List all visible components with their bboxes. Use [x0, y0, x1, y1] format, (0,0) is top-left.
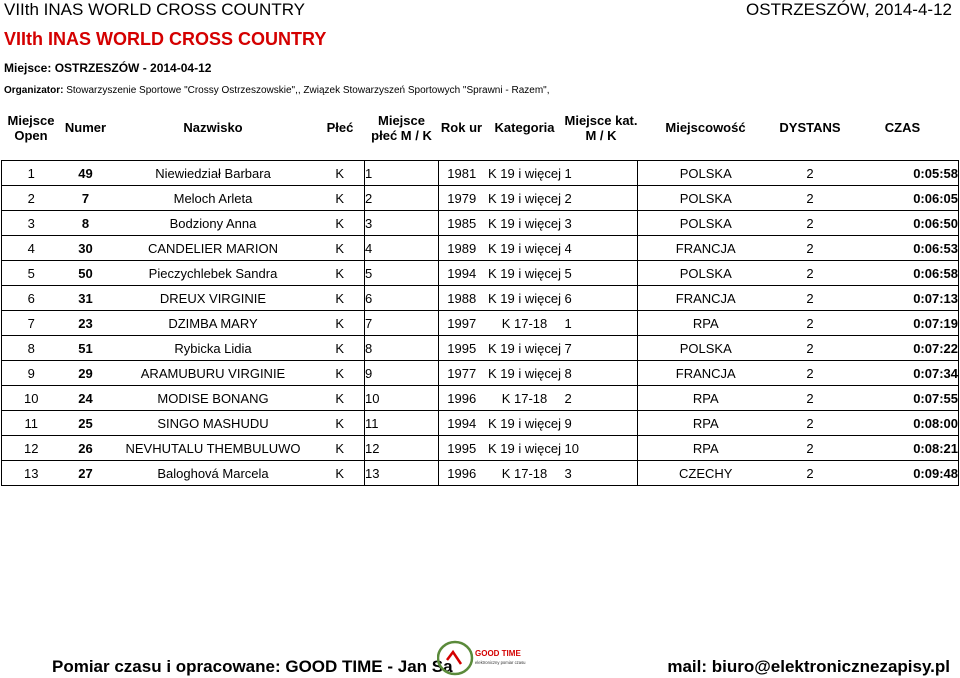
- cell-category-place: 7: [565, 336, 638, 361]
- cell-place-open: 11: [2, 411, 61, 436]
- cell-name: SINGO MASHUDU: [111, 411, 316, 436]
- table-row: [2, 261, 959, 286]
- cell-distance: 2: [774, 436, 847, 461]
- cell-distance: 2: [774, 236, 847, 261]
- cell-time: 0:06:58: [847, 261, 959, 286]
- cell-name: Niewiedział Barbara: [111, 161, 316, 186]
- cell-time: 0:06:50: [847, 211, 959, 236]
- cell-time: 0:06:05: [847, 186, 959, 211]
- cell-number: 25: [61, 411, 111, 436]
- cell-category: K 17-18: [485, 461, 565, 486]
- cell-gender: K: [316, 411, 365, 436]
- cell-name: Bodziony Anna: [111, 211, 316, 236]
- cell-gender-place: 12: [365, 436, 439, 461]
- cell-category-place: 9: [565, 411, 638, 436]
- cell-gender: K: [316, 311, 365, 336]
- cell-distance: 2: [774, 186, 847, 211]
- cell-country: POLSKA: [638, 211, 774, 236]
- cell-gender: K: [316, 461, 365, 486]
- cell-time: 0:08:21: [847, 436, 959, 461]
- logo-text: GOOD TIME: [475, 649, 521, 658]
- cell-country: POLSKA: [638, 336, 774, 361]
- cell-number: 49: [61, 161, 111, 186]
- cell-gender-place: 1: [365, 161, 439, 186]
- cell-place-open: 13: [2, 461, 61, 486]
- cell-category: K 19 i więcej: [485, 161, 565, 186]
- cell-place-open: 7: [2, 311, 61, 336]
- table-row: [2, 436, 959, 461]
- cell-gender-place: 8: [365, 336, 439, 361]
- cell-time: 0:07:13: [847, 286, 959, 311]
- cell-distance: 2: [774, 336, 847, 361]
- cell-time: 0:05:58: [847, 161, 959, 186]
- cell-place-open: 4: [2, 236, 61, 261]
- cell-country: RPA: [638, 386, 774, 411]
- col-header-category-place: Miejsce kat. M / K: [564, 112, 638, 143]
- cell-time: 0:08:00: [847, 411, 959, 436]
- table-row: [2, 386, 959, 411]
- cell-time: 0:07:34: [847, 361, 959, 386]
- logo-subtext: elektroniczny pomiar czasu: [475, 660, 526, 665]
- cell-place-open: 2: [2, 186, 61, 211]
- cell-name: DREUX VIRGINIE: [111, 286, 316, 311]
- cell-birth-year: 1996: [439, 386, 485, 411]
- cell-gender-place: 7: [365, 311, 439, 336]
- col-header-distance: DYSTANS: [779, 120, 841, 135]
- cell-time: 0:06:53: [847, 236, 959, 261]
- cell-gender: K: [316, 236, 365, 261]
- cell-birth-year: 1996: [439, 461, 485, 486]
- table-row: [2, 286, 959, 311]
- cell-gender: K: [316, 211, 365, 236]
- cell-category-place: 5: [565, 261, 638, 286]
- cell-place-open: 12: [2, 436, 61, 461]
- cell-country: RPA: [638, 436, 774, 461]
- cell-country: CZECHY: [638, 461, 774, 486]
- organizer-label: Organizator:: [4, 85, 64, 96]
- place-line: [4, 61, 211, 75]
- cell-birth-year: 1997: [439, 311, 485, 336]
- cell-category: K 19 i więcej: [485, 286, 565, 311]
- place-value: OSTRZESZÓW - 2014-04-12: [54, 61, 212, 75]
- cell-distance: 2: [774, 386, 847, 411]
- cell-birth-year: 1994: [439, 261, 485, 286]
- cell-distance: 2: [774, 161, 847, 186]
- table-row: [2, 461, 959, 486]
- cell-number: 8: [61, 211, 111, 236]
- cell-name: Baloghová Marcela: [111, 461, 316, 486]
- cell-gender-place: 6: [365, 286, 439, 311]
- cell-number: 31: [61, 286, 111, 311]
- table-row: [2, 211, 959, 236]
- col-header-gender: Płeć: [326, 120, 354, 135]
- good-time-logo: [437, 640, 535, 676]
- cell-distance: 2: [774, 311, 847, 336]
- cell-number: 23: [61, 311, 111, 336]
- cell-number: 51: [61, 336, 111, 361]
- cell-gender-place: 3: [365, 211, 439, 236]
- cell-category-place: 1: [565, 311, 638, 336]
- cell-number: 29: [61, 361, 111, 386]
- cell-category-place: 2: [565, 386, 638, 411]
- cell-place-open: 9: [2, 361, 61, 386]
- cell-country: FRANCJA: [638, 361, 774, 386]
- organizer-line: [4, 85, 549, 96]
- cell-category: K 17-18: [485, 386, 565, 411]
- cell-birth-year: 1989: [439, 236, 485, 261]
- cell-country: RPA: [638, 411, 774, 436]
- cell-gender-place: 9: [365, 361, 439, 386]
- cell-category: K 19 i więcej: [485, 336, 565, 361]
- timing-credit: Pomiar czasu i opracowane: GOOD TIME - Jan Sa: [52, 657, 453, 676]
- cell-gender-place: 4: [365, 236, 439, 261]
- cell-birth-year: 1995: [439, 436, 485, 461]
- cell-category: K 19 i więcej: [485, 261, 565, 286]
- col-header-category: Kategoria: [494, 120, 555, 135]
- cell-category: K 19 i więcej: [485, 186, 565, 211]
- cell-gender-place: 10: [365, 386, 439, 411]
- cell-category-place: 8: [565, 361, 638, 386]
- event-title: VIIth INAS WORLD CROSS COUNTRY: [4, 29, 327, 49]
- cell-place-open: 1: [2, 161, 61, 186]
- cell-time: 0:07:19: [847, 311, 959, 336]
- cell-place-open: 3: [2, 211, 61, 236]
- cell-birth-year: 1994: [439, 411, 485, 436]
- cell-name: Rybicka Lidia: [111, 336, 316, 361]
- results-table: [1, 103, 959, 486]
- cell-gender-place: 2: [365, 186, 439, 211]
- table-header-row: [2, 103, 959, 152]
- cell-time: 0:07:22: [847, 336, 959, 361]
- col-header-gender-place: Miejsce płeć M / K: [371, 112, 432, 143]
- cell-country: RPA: [638, 311, 774, 336]
- cell-place-open: 10: [2, 386, 61, 411]
- cell-country: POLSKA: [638, 261, 774, 286]
- cell-category-place: 4: [565, 236, 638, 261]
- cell-distance: 2: [774, 286, 847, 311]
- cell-gender: K: [316, 161, 365, 186]
- cell-distance: 2: [774, 411, 847, 436]
- cell-category-place: 6: [565, 286, 638, 311]
- cell-gender: K: [316, 186, 365, 211]
- col-header-number: Numer: [64, 120, 107, 135]
- cell-country: FRANCJA: [638, 286, 774, 311]
- cell-name: CANDELIER MARION: [111, 236, 316, 261]
- cell-name: Meloch Arleta: [111, 186, 316, 211]
- cell-birth-year: 1981: [439, 161, 485, 186]
- table-row: [2, 336, 959, 361]
- col-header-place-open: Miejsce Open: [7, 112, 55, 143]
- cell-number: 26: [61, 436, 111, 461]
- document-title: VIIth INAS WORLD CROSS COUNTRY: [4, 0, 306, 19]
- cell-country: FRANCJA: [638, 236, 774, 261]
- cell-category: K 19 i więcej: [485, 361, 565, 386]
- cell-category-place: 3: [565, 461, 638, 486]
- cell-category-place: 1: [565, 161, 638, 186]
- table-row: [2, 161, 959, 186]
- col-header-birth-year: Rok ur: [440, 120, 483, 135]
- cell-gender-place: 13: [365, 461, 439, 486]
- contact-mail: mail: biuro@elektronicznezapisy.pl: [667, 657, 950, 676]
- cell-category: K 19 i więcej: [485, 411, 565, 436]
- cell-category: K 19 i więcej: [485, 436, 565, 461]
- cell-distance: 2: [774, 461, 847, 486]
- cell-birth-year: 1985: [439, 211, 485, 236]
- cell-country: POLSKA: [638, 186, 774, 211]
- cell-place-open: 8: [2, 336, 61, 361]
- cell-category: K 17-18: [485, 311, 565, 336]
- table-row: [2, 361, 959, 386]
- cell-name: MODISE BONANG: [111, 386, 316, 411]
- cell-place-open: 6: [2, 286, 61, 311]
- cell-birth-year: 1979: [439, 186, 485, 211]
- cell-number: 27: [61, 461, 111, 486]
- col-header-time: CZAS: [884, 120, 921, 135]
- cell-country: POLSKA: [638, 161, 774, 186]
- cell-time: 0:09:48: [847, 461, 959, 486]
- cell-distance: 2: [774, 361, 847, 386]
- cell-place-open: 5: [2, 261, 61, 286]
- cell-number: 24: [61, 386, 111, 411]
- cell-number: 50: [61, 261, 111, 286]
- cell-category-place: 3: [565, 211, 638, 236]
- cell-gender-place: 11: [365, 411, 439, 436]
- cell-name: Pieczychlebek Sandra: [111, 261, 316, 286]
- cell-gender: K: [316, 361, 365, 386]
- cell-distance: 2: [774, 211, 847, 236]
- cell-gender: K: [316, 436, 365, 461]
- cell-birth-year: 1995: [439, 336, 485, 361]
- cell-distance: 2: [774, 261, 847, 286]
- cell-gender: K: [316, 286, 365, 311]
- cell-gender: K: [316, 386, 365, 411]
- location-date: OSTRZESZÓW, 2014-4-12: [746, 0, 952, 19]
- cell-birth-year: 1988: [439, 286, 485, 311]
- place-label: Miejsce:: [4, 61, 52, 75]
- cell-name: DZIMBA MARY: [111, 311, 316, 336]
- cell-number: 30: [61, 236, 111, 261]
- cell-gender-place: 5: [365, 261, 439, 286]
- col-header-country: Miejscowość: [665, 120, 746, 135]
- cell-category: K 19 i więcej: [485, 211, 565, 236]
- cell-time: 0:07:55: [847, 386, 959, 411]
- cell-category-place: 10: [565, 436, 638, 461]
- cell-number: 7: [61, 186, 111, 211]
- col-header-name: Nazwisko: [183, 120, 243, 135]
- cell-gender: K: [316, 261, 365, 286]
- table-row: [2, 186, 959, 211]
- cell-birth-year: 1977: [439, 361, 485, 386]
- table-row: [2, 411, 959, 436]
- cell-category-place: 2: [565, 186, 638, 211]
- cell-gender: K: [316, 336, 365, 361]
- cell-name: ARAMUBURU VIRGINIE: [111, 361, 316, 386]
- cell-name: NEVHUTALU THEMBULUWO: [111, 436, 316, 461]
- cell-category: K 19 i więcej: [485, 236, 565, 261]
- organizer-value: Stowarzyszenie Sportowe "Crossy Ostrzeszowskie",, Związek Stowarzyszeń Sportowych "Sprawni - Razem",: [66, 85, 550, 96]
- table-row: [2, 236, 959, 261]
- table-row: [2, 311, 959, 336]
